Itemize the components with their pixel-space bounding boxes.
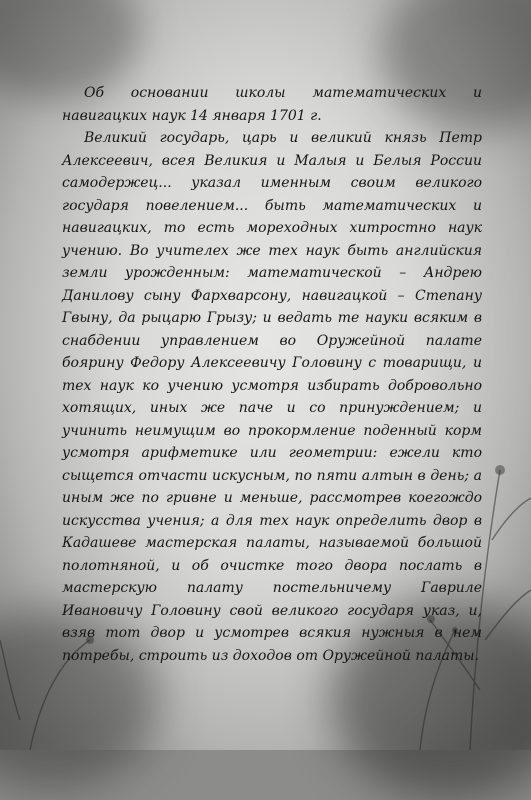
document-text [62,82,482,667]
document-heading: Об основании школы математических и навигацких наук 14 января 1701 г. [62,85,482,124]
document-body: Великий государь, царь и великий князь Петр Алексеевич, всея Великия и Малыя и Белыя России самодержец... указал именным своим великого государя повелением... быть математических и навигацких, то есть мореходных хитростно наук учению. Во учителех же тех наук быть английския земли урожденным: математической – Андрею Данилову сыну Фархварсону, навигацкой – Степану Гвыну, да рыцарю Грызу; и ведать те науки всяким в снабдении управлением во Оружейной палате боярину Федору Алексеевичу Головину с товарищи, и тех наук ко учению усмотря избирать добровольно хотящих, иных же паче и со принуждением; и учинить неимущим во прокормление поденный корм усмотря арифметике или геометрии: ежели кто сыщется отчасти искусным, по пяти алтын в день; а иным же по гривне и меньше, рассмотрев коегождо искусства учения; а для тех наук определить двор в Кадашеве мастерская палаты, называемой большой полотняной, и об очистке того двора послать в мастерскую палату постельничему Гавриле Ивановичу Головину свой великого государя указ, и, взяв тот двор и усмотрев всякия нужныя в нем потребы, строить из доходов от Оружейной палаты. [62,130,482,664]
